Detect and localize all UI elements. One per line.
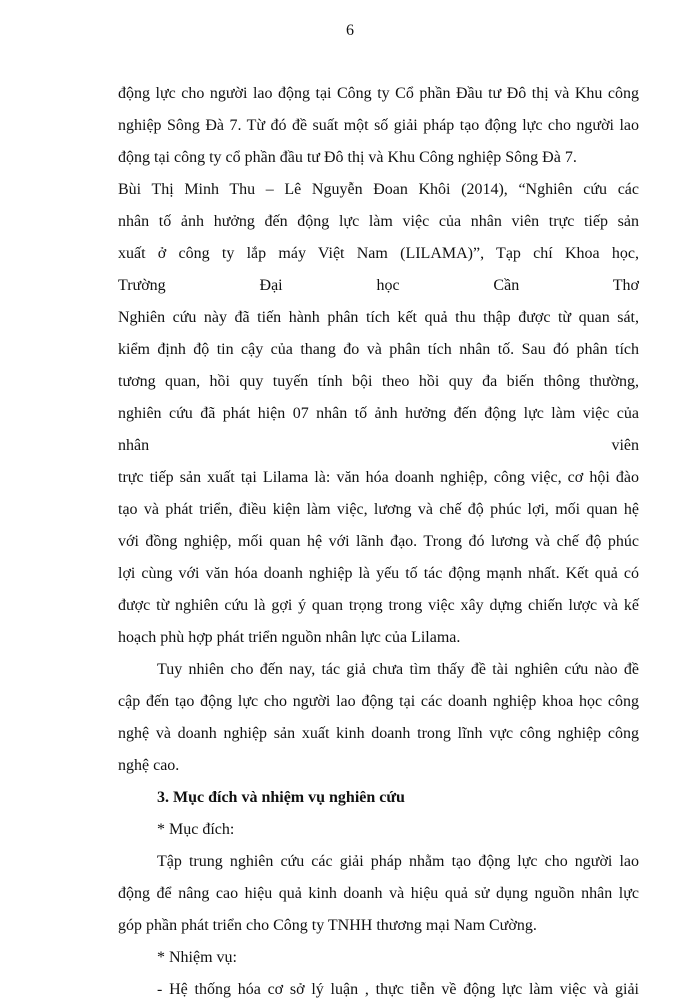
text-line: tạo và phát triển, điều kiện làm việc, lương và chế độ phúc lợi, mối quan hệ (118, 501, 639, 518)
text-line: với đồng nghiệp, mối quan hệ với lãnh đạo. Trong đó lương và chế độ phúc (118, 533, 639, 550)
text-line: nhân viên (118, 437, 639, 454)
text-line: Tập trung nghiên cứu các giải pháp nhằm tạo động lực cho người lao (157, 853, 639, 870)
text-line: trực tiếp sản xuất tại Lilama là: văn hóa doanh nghiệp, công việc, cơ hội đào (118, 469, 639, 486)
text-line: động để nâng cao hiệu quả kinh doanh và hiệu quả sử dụng nguồn nhân lực (118, 885, 639, 902)
document-body (118, 78, 639, 1006)
text-line: lợi cùng với văn hóa doanh nghiệp là yếu tố tác động mạnh nhất. Kết quả có (118, 565, 639, 582)
text-line: hoạch phù hợp phát triển nguồn nhân lực của Lilama. (118, 629, 461, 646)
text-line: nhân tố ảnh hưởng đến động lực làm việc của nhân viên trực tiếp sản (118, 213, 639, 230)
text-line: cập đến tạo động lực cho người lao động tại các doanh nghiệp khoa học công (118, 693, 639, 710)
text-line: tương quan, hồi quy tuyến tính bội theo hồi quy đa biến thông thường, (118, 373, 639, 390)
page-number: 6 (346, 22, 354, 39)
text-line: nghiên cứu đã phát hiện 07 nhân tố ảnh hưởng đến động lực làm việc của (118, 405, 639, 422)
text-line: được từ nghiên cứu là gợi ý quan trọng trong việc xây dựng chiến lược và kế (118, 597, 639, 614)
text-line: động tại công ty cổ phần đầu tư Đô thị và Khu Công nghiệp Sông Đà 7. (118, 149, 577, 166)
text-line: Tuy nhiên cho đến nay, tác giả chưa tìm thấy đề tài nghiên cứu nào đề (157, 661, 639, 678)
text-line: động lực cho người lao động tại Công ty Cổ phần Đầu tư Đô thị và Khu công (118, 85, 639, 102)
text-line: góp phần phát triển cho Công ty TNHH thương mại Nam Cường. (118, 917, 537, 934)
text-line: Trường Đại học Cần Thơ (118, 277, 639, 294)
text-line: nghiệp Sông Đà 7. Từ đó đề suất một số giải pháp tạo động lực cho người lao (118, 117, 639, 134)
section-heading: 3. Mục đích và nhiệm vụ nghiên cứu (157, 789, 405, 806)
text-line: Bùi Thị Minh Thu – Lê Nguyễn Đoan Khôi (2014), “Nghiên cứu các (118, 181, 639, 198)
text-line: xuất ở công ty lắp máy Việt Nam (LILAMA)”, Tạp chí Khoa học, (118, 245, 639, 262)
text-line: Nghiên cứu này đã tiến hành phân tích kết quả thu thập được từ quan sát, (118, 309, 639, 326)
text-line: - Hệ thống hóa cơ sở lý luận , thực tiễn về động lực làm việc và giải (157, 981, 639, 998)
text-line: * Nhiệm vụ: (157, 949, 237, 966)
text-line: * Mục đích: (157, 821, 235, 838)
text-line: kiểm định độ tin cậy của thang đo và phân tích nhân tố. Sau đó phân tích (118, 341, 639, 358)
text-line: nghệ và doanh nghiệp sản xuất kinh doanh trong lĩnh vực công nghiệp công (118, 725, 639, 742)
text-line: nghệ cao. (118, 757, 180, 774)
